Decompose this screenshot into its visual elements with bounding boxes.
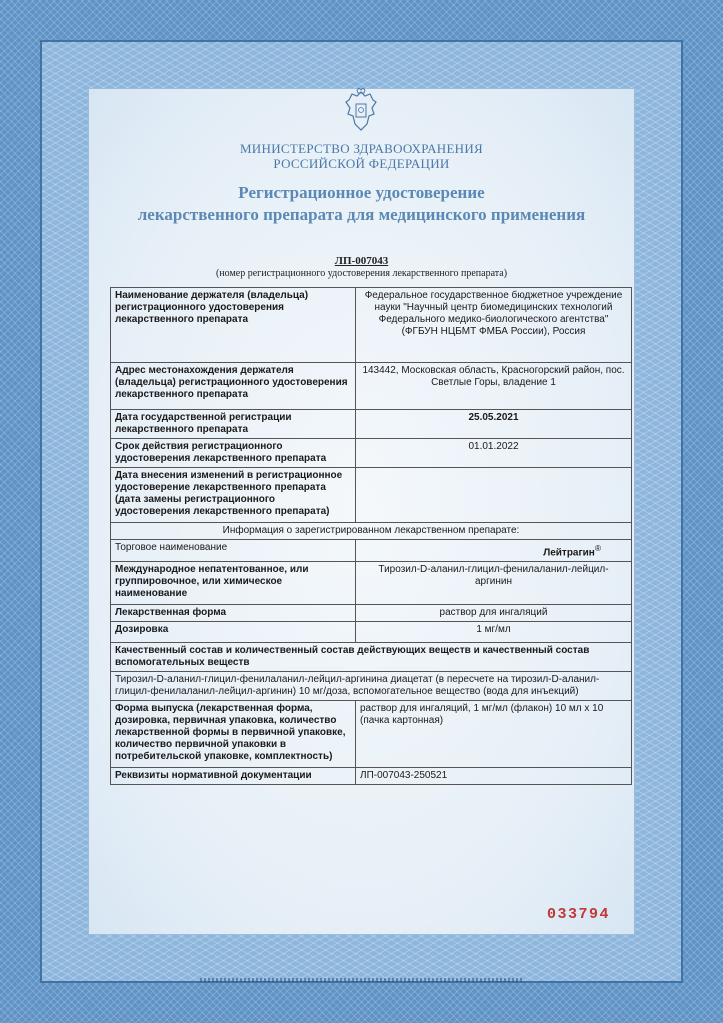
trade-name-mark: ® — [594, 543, 601, 553]
coat-of-arms-icon — [344, 88, 378, 134]
table-row — [111, 288, 632, 363]
form-label: Лекарственная форма — [111, 605, 356, 622]
holder-label: Наименование держателя (владельца) регистрационного удостоверения лекарственного препарата — [111, 288, 356, 363]
reg-date-label: Дата государственной регистрации лекарственного препарата — [111, 410, 356, 439]
table-row — [111, 363, 632, 410]
table-row — [111, 672, 632, 701]
table-row — [111, 410, 632, 439]
table-row — [111, 439, 632, 468]
changes-value — [356, 468, 632, 523]
composition-header: Качественный состав и количественный состав действующих веществ и качественный состав вспомогательных веществ — [111, 643, 632, 672]
form-value: раствор для ингаляций — [356, 605, 632, 622]
table-row — [111, 643, 632, 672]
table-row — [111, 622, 632, 643]
title-line-2: лекарственного препарата для медицинского применения — [137, 205, 586, 224]
release-value: раствор для ингаляций, 1 мг/мл (флакон) 10 мл х 10 (пачка картонная) — [356, 701, 632, 768]
validity-value: 01.01.2022 — [356, 439, 632, 468]
address-value: 143442, Московская область, Красногорский район, пос. Светлые Горы, владение 1 — [356, 363, 632, 410]
table-row — [111, 605, 632, 622]
normdoc-label: Реквизиты нормативной документации — [111, 768, 356, 785]
table-row — [111, 562, 632, 605]
address-label: Адрес местонахождения держателя (владельца) регистрационного удостоверения лекарственного препарата — [111, 363, 356, 410]
ministry-line-2: РОССИЙСКОЙ ФЕДЕРАЦИИ — [273, 156, 450, 171]
release-label: Форма выпуска (лекарственная форма, дозировка, первичная упаковка, количество лекарственной формы в первичной упаковке, количество первичной упаковки в потребительской упаковке, комплектность) — [111, 701, 356, 768]
registration-number-block — [0, 255, 723, 280]
dosage-label: Дозировка — [111, 622, 356, 643]
inn-label: Международное непатентованное, или группировочное, или химическое наименование — [111, 562, 356, 605]
holder-value: Федеральное государственное бюджетное учреждение науки "Научный центр биомедицинских технологий Федерального медико-биологического агентства" (ФГБУН НЦБМТ ФМБА России), Россия — [356, 288, 632, 363]
trade-name-label: Торговое наименование — [111, 540, 356, 562]
changes-label: Дата внесения изменений в регистрационное удостоверение лекарственного препарата (дата замены регистрационного удостоверения лекарственного препарата) — [111, 468, 356, 523]
table-row — [111, 468, 632, 523]
registration-number-caption: (номер регистрационного удостоверения лекарственного препарата) — [215, 268, 508, 279]
trade-name-value: Лейтрагин — [543, 547, 595, 559]
table-row — [111, 523, 632, 540]
normdoc-value: ЛП-007043-250521 — [356, 768, 632, 785]
microtext-line — [200, 978, 523, 982]
serial-number: 033794 — [547, 906, 611, 923]
table-row — [111, 701, 632, 768]
registration-details-table — [110, 287, 632, 785]
composition-value: Тирозил-D-аланил-глицил-фенилаланил-лейцил-аргинина диацетат (в пересчете на тирозил-D-аланил-глицил-фенилаланил-лейцил-аргинин) 10 мг/доза, вспомогательное вещество (вода для инъекций) — [111, 672, 632, 701]
document-title — [0, 182, 723, 226]
title-line-1: Регистрационное удостоверение — [238, 183, 485, 202]
registration-number: ЛП-007043 — [334, 255, 389, 267]
dosage-value: 1 мг/мл — [356, 622, 632, 643]
validity-label: Срок действия регистрационного удостоверения лекарственного препарата — [111, 439, 356, 468]
trade-name-cell — [356, 540, 632, 562]
reg-date-value: 25.05.2021 — [356, 410, 632, 439]
table-row — [111, 540, 632, 562]
ministry-line-1: МИНИСТЕРСТВО ЗДРАВООХРАНЕНИЯ — [239, 141, 484, 156]
inn-value: Тирозил-D-аланил-глицил-фенилаланил-лейцил-аргинин — [356, 562, 632, 605]
table-row — [111, 768, 632, 785]
ministry-heading — [0, 141, 723, 171]
info-header: Информация о зарегистрированном лекарственном препарате: — [111, 523, 632, 540]
